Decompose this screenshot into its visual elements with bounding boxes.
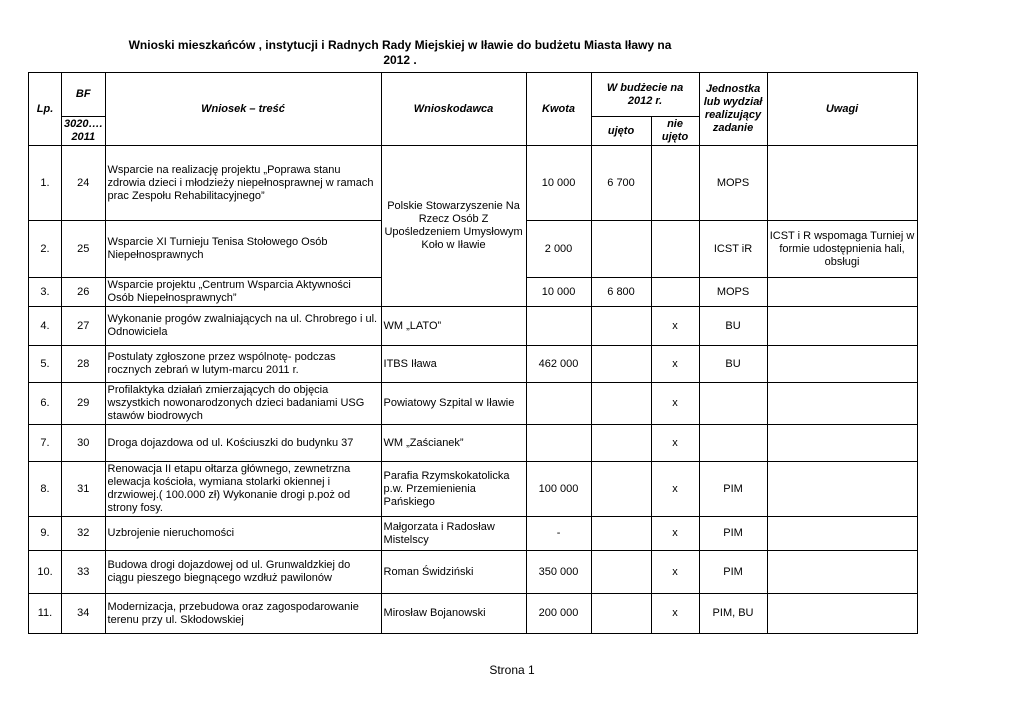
cell-tresc: Profilaktyka działań zmierzających do objęcia wszystkich nowonarodzonych dzieci badaniami USG stawów biodrowych <box>105 383 381 425</box>
cell-uwagi <box>767 462 917 517</box>
document-title <box>0 38 800 68</box>
cell-kwota: - <box>526 517 591 551</box>
cell-nie-ujeto: x <box>651 551 699 594</box>
cell-wnioskodawca: WM „LATO” <box>381 307 526 346</box>
cell-ujeto <box>591 221 651 278</box>
cell-kwota: 100 000 <box>526 462 591 517</box>
table-row <box>29 146 918 221</box>
cell-wnioskodawca: Małgorzata i Radosław Mistelscy <box>381 517 526 551</box>
header-bf: BF <box>62 73 106 117</box>
cell-lp: 10. <box>29 551 62 594</box>
cell-uwagi <box>767 425 917 462</box>
header-wniosek: Wniosek – treść <box>105 73 381 146</box>
cell-kwota: 200 000 <box>526 594 591 634</box>
cell-tresc: Droga dojazdowa od ul. Kościuszki do budynku 37 <box>105 425 381 462</box>
cell-nie-ujeto: x <box>651 346 699 383</box>
header-ujeto: ujęto <box>591 117 651 146</box>
cell-nie-ujeto <box>651 278 699 307</box>
cell-lp: 2. <box>29 221 62 278</box>
cell-uwagi <box>767 594 917 634</box>
cell-lp: 9. <box>29 517 62 551</box>
table-row <box>29 517 918 551</box>
cell-bf: 32 <box>62 517 106 551</box>
header-w-budzecie: W budżecie na 2012 r. <box>591 73 699 117</box>
cell-uwagi <box>767 346 917 383</box>
cell-bf: 31 <box>62 462 106 517</box>
cell-jednostka: MOPS <box>699 146 767 221</box>
cell-lp: 7. <box>29 425 62 462</box>
cell-jednostka: BU <box>699 346 767 383</box>
cell-bf: 24 <box>62 146 106 221</box>
cell-ujeto: 6 800 <box>591 278 651 307</box>
cell-kwota: 10 000 <box>526 278 591 307</box>
cell-uwagi <box>767 278 917 307</box>
title-line-1: Wnioski mieszkańców , instytucji i Radnych Rady Miejskiej w Iławie do budżetu Miasta Iławy na <box>128 38 672 52</box>
cell-nie-ujeto: x <box>651 425 699 462</box>
cell-ujeto <box>591 594 651 634</box>
cell-jednostka <box>699 383 767 425</box>
table-row <box>29 346 918 383</box>
cell-ujeto <box>591 307 651 346</box>
cell-tresc: Wykonanie progów zwalniających na ul. Chrobrego i ul. Odnowiciela <box>105 307 381 346</box>
header-jednostka: Jednostka lub wydział realizujący zadanie <box>699 73 767 146</box>
cell-kwota: 10 000 <box>526 146 591 221</box>
cell-nie-ujeto <box>651 146 699 221</box>
cell-wnioskodawca: Powiatowy Szpital w Iławie <box>381 383 526 425</box>
cell-wnioskodawca-shared: Polskie Stowarzyszenie Na Rzecz Osób Z Upośledzeniem Umysłowym Koło w Iławie <box>381 146 526 307</box>
cell-tresc: Postulaty zgłoszone przez wspólnotę- podczas rocznych zebrań w lutym-marcu 2011 r. <box>105 346 381 383</box>
cell-jednostka: PIM <box>699 462 767 517</box>
cell-kwota <box>526 383 591 425</box>
cell-jednostka: MOPS <box>699 278 767 307</box>
cell-ujeto <box>591 383 651 425</box>
cell-bf: 34 <box>62 594 106 634</box>
cell-uwagi <box>767 146 917 221</box>
cell-nie-ujeto <box>651 221 699 278</box>
cell-nie-ujeto: x <box>651 517 699 551</box>
cell-tresc: Wsparcie na realizację projektu „Poprawa stanu zdrowia dzieci i młodzieży niepełnosprawnej w ramach prac Zespołu Rehabilitacyjnego” <box>105 146 381 221</box>
cell-ujeto <box>591 462 651 517</box>
cell-wnioskodawca: Roman Świdziński <box>381 551 526 594</box>
table-row <box>29 425 918 462</box>
header-nie-ujeto: nie ujęto <box>651 117 699 146</box>
cell-uwagi <box>767 551 917 594</box>
cell-wnioskodawca: WM „Zaścianek” <box>381 425 526 462</box>
cell-tresc: Budowa drogi dojazdowej od ul. Grunwaldzkiej do ciągu pieszego biegnącego wzdłuż pawilonów <box>105 551 381 594</box>
cell-jednostka: BU <box>699 307 767 346</box>
cell-tresc: Wsparcie XI Turnieju Tenisa Stołowego Osób Niepełnosprawnych <box>105 221 381 278</box>
cell-bf: 25 <box>62 221 106 278</box>
cell-nie-ujeto: x <box>651 307 699 346</box>
cell-nie-ujeto: x <box>651 462 699 517</box>
cell-jednostka: PIM <box>699 517 767 551</box>
cell-wnioskodawca: Mirosław Bojanowski <box>381 594 526 634</box>
cell-ujeto: 6 700 <box>591 146 651 221</box>
cell-tresc: Renowacja II etapu ołtarza głównego, zewnetrzna elewacja kościoła, wymiana stolarki okiennej i drzwiowej.( 100.000 zł) Wykonanie drogi p.poż od strony fosy. <box>105 462 381 517</box>
cell-uwagi <box>767 307 917 346</box>
cell-jednostka: PIM, BU <box>699 594 767 634</box>
cell-lp: 11. <box>29 594 62 634</box>
cell-bf: 26 <box>62 278 106 307</box>
table-row <box>29 307 918 346</box>
cell-bf: 33 <box>62 551 106 594</box>
cell-kwota <box>526 425 591 462</box>
cell-jednostka <box>699 425 767 462</box>
header-lp: Lp. <box>29 73 62 146</box>
cell-bf: 27 <box>62 307 106 346</box>
cell-kwota: 462 000 <box>526 346 591 383</box>
cell-lp: 3. <box>29 278 62 307</box>
table-row <box>29 462 918 517</box>
header-bf-sub: 3020…. 2011 <box>62 117 106 146</box>
table-row <box>29 383 918 425</box>
cell-uwagi <box>767 383 917 425</box>
table-row <box>29 594 918 634</box>
cell-tresc: Uzbrojenie nieruchomości <box>105 517 381 551</box>
cell-lp: 4. <box>29 307 62 346</box>
cell-bf: 29 <box>62 383 106 425</box>
cell-bf: 28 <box>62 346 106 383</box>
cell-uwagi <box>767 517 917 551</box>
budget-requests-table <box>28 72 918 634</box>
cell-jednostka: PIM <box>699 551 767 594</box>
cell-uwagi: ICST i R wspomaga Turniej w formie udostępnienia hali, obsługi <box>767 221 917 278</box>
cell-nie-ujeto: x <box>651 383 699 425</box>
cell-wnioskodawca: Parafia Rzymskokatolicka p.w. Przemienienia Pańskiego <box>381 462 526 517</box>
cell-tresc: Wsparcie projektu „Centrum Wsparcia Aktywności Osób Niepełnosprawnych” <box>105 278 381 307</box>
cell-lp: 6. <box>29 383 62 425</box>
cell-ujeto <box>591 517 651 551</box>
header-wnioskodawca: Wnioskodawca <box>381 73 526 146</box>
table-row <box>29 551 918 594</box>
header-uwagi: Uwagi <box>767 73 917 146</box>
cell-jednostka: ICST iR <box>699 221 767 278</box>
cell-kwota: 350 000 <box>526 551 591 594</box>
cell-lp: 8. <box>29 462 62 517</box>
cell-bf: 30 <box>62 425 106 462</box>
cell-lp: 1. <box>29 146 62 221</box>
header-kwota: Kwota <box>526 73 591 146</box>
cell-kwota <box>526 307 591 346</box>
cell-ujeto <box>591 346 651 383</box>
cell-lp: 5. <box>29 346 62 383</box>
cell-wnioskodawca: ITBS Iława <box>381 346 526 383</box>
title-line-2: 2012 . <box>383 53 417 67</box>
cell-kwota: 2 000 <box>526 221 591 278</box>
page-footer: Strona 1 <box>489 663 535 677</box>
cell-ujeto <box>591 551 651 594</box>
cell-nie-ujeto: x <box>651 594 699 634</box>
cell-tresc: Modernizacja, przebudowa oraz zagospodarowanie terenu przy ul. Skłodowskiej <box>105 594 381 634</box>
cell-ujeto <box>591 425 651 462</box>
